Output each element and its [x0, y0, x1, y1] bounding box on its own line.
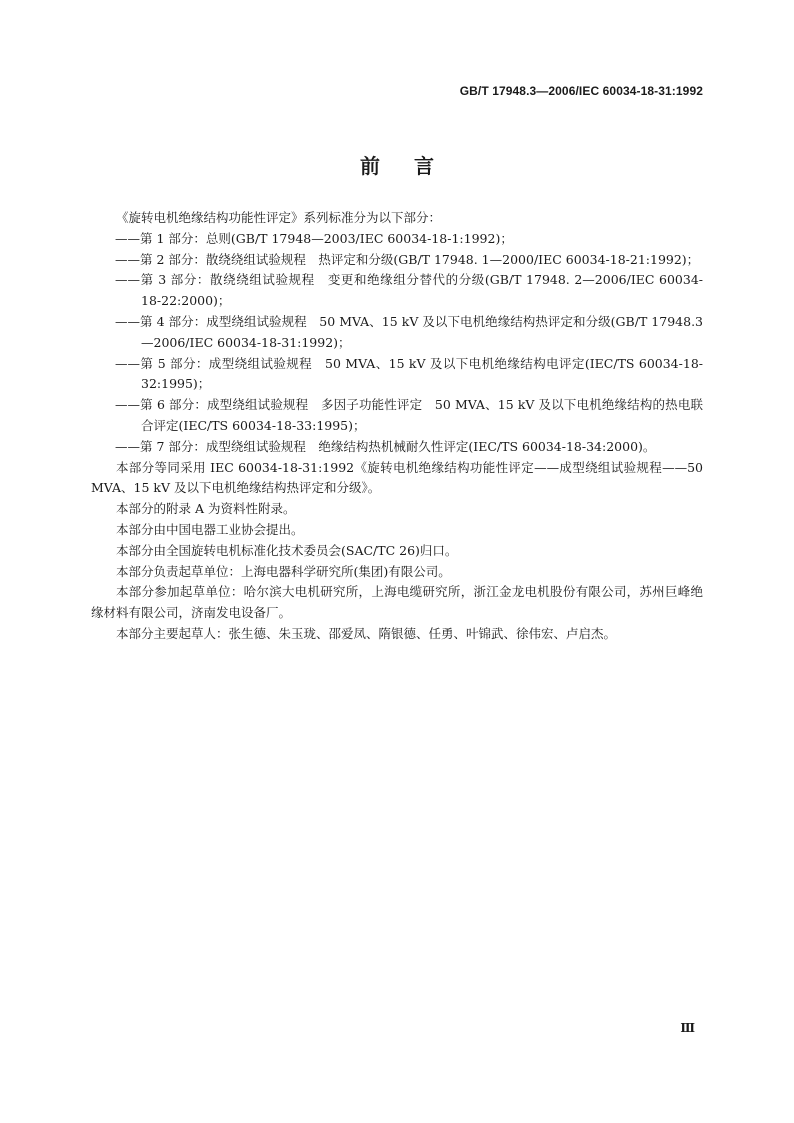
adoption-paragraph: 本部分等同采用 IEC 60034-18-31:1992《旋转电机绝缘结构功能性评定——成型绕组试验规程——50 MVA、15 kV 及以下电机绝缘结构热评定和分级》。: [91, 459, 703, 496]
intro-paragraph: 《旋转电机绝缘结构功能性评定》系列标准分为以下部分：: [116, 210, 442, 225]
part-list-item: ——第 6 部分：成型绕组试验规程 多因子功能性评定 50 MVA、15 kV 及以下电机绝缘结构的热电联合评定(IEC/TS 60034-18-33:1995)；: [115, 397, 703, 433]
committee-paragraph: 本部分由全国旋转电机标准化技术委员会(SAC/TC 26)归口。: [116, 542, 458, 558]
page-title: 前言: [360, 154, 468, 178]
part-list-item: ——第 5 部分：成型绕组试验规程 50 MVA、15 kV 及以下电机绝缘结构电评定(IEC/TS 60034-18-32:1995)；: [115, 355, 703, 392]
page-number: Ⅲ: [680, 1021, 695, 1035]
proposer-paragraph: 本部分由中国电器工业协会提出。: [116, 521, 304, 537]
part-list-item: ——第 4 部分：成型绕组试验规程 50 MVA、15 kV 及以下电机绝缘结构热评定和分级(GB/T 17948.3—2006/IEC 60034-18-31:1992)；: [115, 313, 703, 350]
part-list-item: ——第 1 部分：总则(GB/T 17948—2003/IEC 60034-18-1:1992)；: [115, 230, 513, 246]
standard-number-header: GB/T 17948.3—2006/IEC 60034-18-31:1992: [459, 84, 703, 98]
part-list-item: ——第 2 部分：散绕绕组试验规程 热评定和分级(GB/T 17948. 1—2000/IEC 60034-18-21:1992)；: [115, 251, 700, 267]
lead-drafter-paragraph: 本部分负责起草单位：上海电器科学研究所(集团)有限公司。: [116, 563, 451, 579]
participating-drafters-paragraph: 本部分参加起草单位：哈尔滨大电机研究所，上海电缆研究所，浙江金龙电机股份有限公司，苏州巨峰绝缘材料有限公司，济南发电设备厂。: [91, 584, 703, 621]
part-list-item: ——第 3 部分：散绕绕组试验规程 变更和绝缘组分替代的分级(GB/T 17948. 2—2006/IEC 60034-18-22:2000)；: [115, 272, 703, 309]
document-body: [91, 208, 703, 645]
part-list-item: ——第 7 部分：成型绕组试验规程 绝缘结构热机械耐久性评定(IEC/TS 60034-18-34:2000)。: [115, 438, 656, 454]
annex-paragraph: 本部分的附录 A 为资料性附录。: [116, 501, 296, 517]
main-drafters-paragraph: 本部分主要起草人：张生德、朱玉珑、邵爱凤、隋银德、任勇、叶锦武、徐伟宏、卢启杰。: [116, 625, 617, 641]
